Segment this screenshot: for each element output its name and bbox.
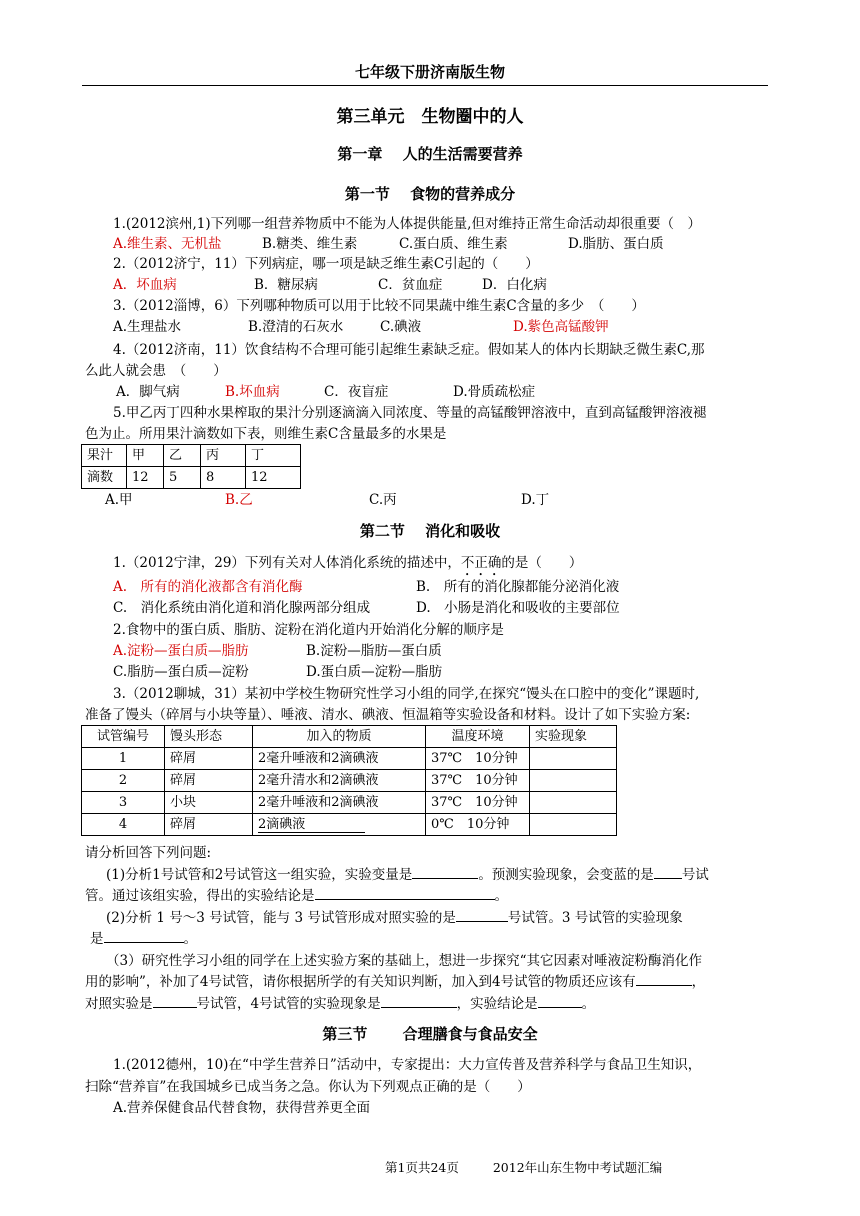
table-cell: 12 xyxy=(246,467,301,489)
table-cell xyxy=(530,770,617,792)
table-header: 试管编号 xyxy=(82,726,165,748)
section3-title: 第三节 合理膳食与食品安全 xyxy=(322,1025,538,1043)
s2-q3-p3-line3 xyxy=(85,994,595,1014)
section2-title: 第二节 消化和吸收 xyxy=(359,522,501,540)
footer-source: 2012年山东生物中考试题汇编 xyxy=(492,1160,663,1175)
table-cell: 8 xyxy=(201,467,246,489)
s1-q2-option-d: D．白化病 xyxy=(482,277,547,293)
table-header: 实验现象 xyxy=(530,726,617,748)
s2-q3-p1-line2 xyxy=(85,886,508,906)
table-cell: 果汁 xyxy=(82,445,127,467)
table-cell xyxy=(530,748,617,770)
s2-q1-option-b: B. 所有的消化腺都能分泌消化液 xyxy=(416,579,620,595)
s2-q2-option-d: D.蛋白质—淀粉—脂肪 xyxy=(306,664,443,680)
s2-q3-p3-text: 对照实验是 xyxy=(85,996,153,1012)
s2-q3-p1-text: 。 xyxy=(494,888,508,904)
s2-q3-p1-text: 管。通过该组实验，得出的实验结论是 xyxy=(85,888,315,904)
s2-q3-stem-1: 3.（2012聊城，31）某初中学校生物研究性学习小组的同学,在探究“馒头在口腔中的变化”课题时, xyxy=(113,686,700,702)
table-cell-underlined: 2滴碘液 xyxy=(258,817,365,833)
s2-q3-p2-line1 xyxy=(106,908,683,928)
header-rule xyxy=(82,85,768,86)
table-cell: 碎屑 xyxy=(165,814,253,836)
s1-q5-option-c: C.丙 xyxy=(369,492,397,508)
s2-q1-option-d: D. 小肠是消化和吸收的主要部位 xyxy=(416,600,620,616)
section1-title: 第一节 食物的营养成分 xyxy=(344,185,516,203)
s2-q1-stem-pre: 1.（2012宁津，29）下列有关对人体消化系统的描述中， xyxy=(113,555,461,571)
table-cell: 37℃ 10分钟 xyxy=(426,792,530,814)
s2-q3-p3-text: 。 xyxy=(581,996,596,1012)
s2-q1-stem-post: 的是（ ） xyxy=(501,555,583,571)
s2-q3-p1-text: 号试 xyxy=(681,867,709,883)
table-row xyxy=(82,792,617,814)
answer-blank[interactable] xyxy=(153,995,197,1008)
table-header: 馒头形态 xyxy=(165,726,253,748)
table-cell: 碎屑 xyxy=(165,770,253,792)
page-header: 七年级下册济南版生物 xyxy=(354,63,505,81)
table-cell: 1 xyxy=(82,748,165,770)
s2-q3-p3-text: 用的影响”，补加了4号试管，请你根据所学的有关知识判断，加入到4号试管的物质还应该有 xyxy=(85,974,636,990)
table-cell: 0℃ 10分钟 xyxy=(426,814,530,836)
s2-q1-stem xyxy=(113,553,582,579)
table-header: 加入的物质 xyxy=(253,726,426,748)
s2-q3-p3-text: ，实验结论是 xyxy=(456,996,538,1012)
s2-q3-p1-text: (1)分析1号试管和2号试管这一组实验，实验变量是 xyxy=(106,867,413,883)
s1-q2-option-a: A．坏血病 xyxy=(113,277,177,293)
s1-q3-stem: 3.（2012淄博，6）下列哪种物质可以用于比较不同果蔬中维生素C含量的多少 （ ） xyxy=(113,298,645,314)
table-cell: 5 xyxy=(164,467,201,489)
s1-q5-stem-2: 色为止。所用果汁滴数如下表，则维生素C含量最多的水果是 xyxy=(85,426,447,442)
table-cell: 碎屑 xyxy=(165,748,253,770)
s2-q3-table xyxy=(81,725,617,836)
s2-q2-stem: 2.食物中的蛋白质、脂肪、淀粉在消化道内开始消化分解的顺序是 xyxy=(113,622,504,638)
s2-q2-option-c: C.脂肪—蛋白质—淀粉 xyxy=(113,664,249,680)
s2-q3-p2-text: 号试管。3 号试管的实验现象 xyxy=(507,910,683,926)
answer-blank[interactable] xyxy=(412,866,478,879)
answer-blank[interactable] xyxy=(636,973,692,986)
s2-q3-prompt: 请分析回答下列问题: xyxy=(85,845,212,861)
s2-q1-option-c: C. 消化系统由消化道和消化腺两部分组成 xyxy=(113,600,371,616)
s1-q5-stem-1: 5.甲乙丙丁四种水果榨取的果汁分别逐滴滴入同浓度、等量的高锰酸钾溶液中，直到高锰酸钾溶液褪 xyxy=(113,405,707,421)
s1-q2-option-b: B．糖尿病 xyxy=(254,277,318,293)
table-cell: 12 xyxy=(127,467,164,489)
answer-blank[interactable] xyxy=(315,887,495,900)
s1-q4-option-c: C．夜盲症 xyxy=(324,384,389,400)
table-cell: 37℃ 10分钟 xyxy=(426,770,530,792)
s1-q1-option-d: D.脂肪、蛋白质 xyxy=(568,236,664,252)
s1-q5-option-a: A.甲 xyxy=(105,492,133,508)
s2-q3-p1-text: 。预测实验现象，会变蓝的是 xyxy=(478,867,654,883)
table-cell: 甲 xyxy=(127,445,164,467)
table-cell: 乙 xyxy=(164,445,201,467)
page-number: 第1页共24页 xyxy=(385,1160,459,1175)
s3-q1-option-a: A.营养保健食品代替食物，获得营养更全面 xyxy=(113,1100,371,1116)
s1-q3-option-a: A.生理盐水 xyxy=(113,319,182,335)
table-cell: 3 xyxy=(82,792,165,814)
s2-q3-stem-2: 准备了馒头（碎屑与小块等量）、唾液、清水、碘液、恒温箱等实验设备和材料。设计了如下实验方案: xyxy=(85,707,691,723)
answer-blank[interactable] xyxy=(456,909,508,922)
table-cell: 2 xyxy=(82,770,165,792)
s1-q1-option-c: C.蛋白质、维生素 xyxy=(399,236,508,252)
page-footer xyxy=(385,1158,662,1176)
table-cell xyxy=(530,814,617,836)
s1-q3-option-b: B.澄清的石灰水 xyxy=(248,319,344,335)
s2-q3-p2-text: (2)分析 1 号～3 号试管，能与 3 号试管形成对照实验的是 xyxy=(106,910,456,926)
s2-q3-p3-text: ， xyxy=(691,974,706,990)
table-row xyxy=(82,770,617,792)
s1-q5-option-b: B.乙 xyxy=(225,492,253,508)
table-cell: 37℃ 10分钟 xyxy=(426,748,530,770)
s2-q3-p2-line2 xyxy=(90,929,197,949)
table-cell: 滴数 xyxy=(82,467,127,489)
table-cell: 2毫升唾液和2滴碘液 xyxy=(253,792,426,814)
table-cell: 丙 xyxy=(201,445,246,467)
s2-q3-p3-line2 xyxy=(85,972,705,992)
s1-q4-stem-2: 么此人就会患 （ ） xyxy=(85,363,227,379)
s2-q1-option-a: A. 所有的消化液都含有消化酶 xyxy=(113,579,303,595)
s2-q3-p3-line1: （3）研究性学习小组的同学在上述实验方案的基础上，想进一步探究“其它因素对唾液淀粉酶消化作 xyxy=(106,953,702,969)
s2-q2-option-b: B.淀粉—脂肪—蛋白质 xyxy=(306,643,442,659)
table-cell xyxy=(530,792,617,814)
s1-q3-option-c: C.碘液 xyxy=(380,319,422,335)
answer-blank[interactable] xyxy=(104,930,184,943)
answer-blank[interactable] xyxy=(538,995,582,1008)
s1-q1-option-a: A.维生素、无机盐 xyxy=(113,236,222,252)
s1-q2-stem: 2.（2012济宁，11）下列病症，哪一项是缺乏维生素C引起的（ ） xyxy=(113,256,539,272)
s1-q5-option-d: D.丁 xyxy=(521,492,550,508)
s3-q1-stem-1: 1.(2012德州，10)在“中学生营养日”活动中，专家提出：大力宣传普及营养科学与食品卫生知识， xyxy=(113,1057,702,1073)
answer-blank[interactable] xyxy=(381,995,457,1008)
s1-q4-option-d: D.骨质疏松症 xyxy=(453,384,536,400)
answer-blank[interactable] xyxy=(654,866,682,879)
chapter-title: 第一章 人的生活需要营养 xyxy=(337,145,523,163)
s1-q2-option-c: C．贫血症 xyxy=(378,277,443,293)
s1-q4-option-b: B.坏血病 xyxy=(225,384,280,400)
table-row xyxy=(82,467,301,489)
s2-q2-option-a: A.淀粉—蛋白质—脂肪 xyxy=(113,643,249,659)
s1-q1-option-b: B.糖类、维生素 xyxy=(262,236,358,252)
table-row xyxy=(82,748,617,770)
table-row xyxy=(82,814,617,836)
table-cell: 小块 xyxy=(165,792,253,814)
s3-q1-stem-2: 扫除“营养盲”在我国城乡已成当务之急。你认为下列观点正确的是（ ） xyxy=(85,1079,531,1095)
s2-q3-p2-text: 是 xyxy=(90,931,104,947)
s1-q1-stem: 1.(2012滨州,1)下列哪一组营养物质中不能为人体提供能量,但对维持正常生命活动却很重要（ ） xyxy=(113,216,701,232)
table-row xyxy=(82,445,301,467)
table-header-row xyxy=(82,726,617,748)
table-cell: 2毫升唾液和2滴碘液 xyxy=(253,748,426,770)
unit-title: 第三单元 生物圈中的人 xyxy=(336,107,524,127)
s1-q3-option-d: D.紫色高锰酸钾 xyxy=(513,319,609,335)
table-cell: 4 xyxy=(82,814,165,836)
s2-q3-p1-line1 xyxy=(106,865,709,885)
s1-q4-stem-1: 4.（2012济南，11）饮食结构不合理可能引起维生素缺乏症。假如某人的体内长期缺乏微生素C,那 xyxy=(113,342,705,358)
table-cell: 2毫升清水和2滴碘液 xyxy=(253,770,426,792)
s2-q1-stem-emphasis: 不正确 xyxy=(460,555,502,571)
s1-q4-option-a: A．脚气病 xyxy=(116,384,180,400)
table-cell: 丁 xyxy=(246,445,301,467)
s2-q3-p2-text: 。 xyxy=(183,931,197,947)
table-header: 温度环境 xyxy=(426,726,530,748)
s2-q3-p3-text: 号试管，4号试管的实验现象是 xyxy=(196,996,381,1012)
s1-q5-table xyxy=(81,444,301,489)
table-cell xyxy=(253,814,426,836)
